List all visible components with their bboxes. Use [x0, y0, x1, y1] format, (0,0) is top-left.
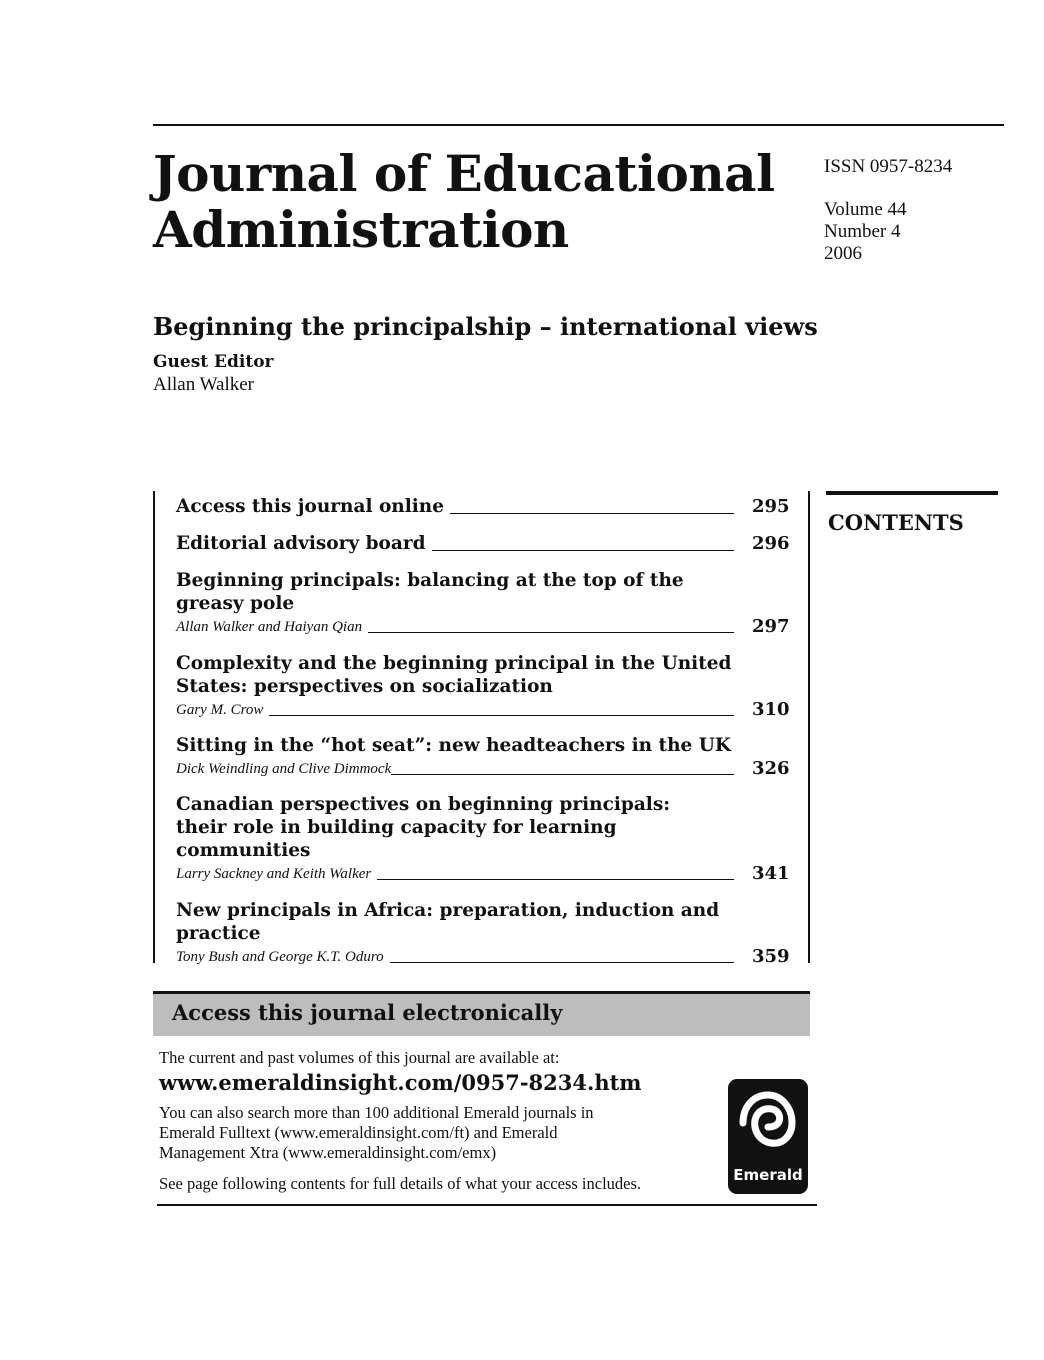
leader-line: [377, 879, 734, 880]
access-search-line-1: You can also search more than 100 additional Emerald journals in: [159, 1103, 594, 1122]
contents-label: CONTENTS: [828, 510, 964, 535]
emerald-logo: [728, 1079, 808, 1194]
toc-page-number: 295: [752, 496, 790, 517]
access-search-line-2: Emerald Fulltext (www.emeraldinsight.com/ft) and Emerald: [159, 1123, 558, 1142]
bottom-rule: [157, 1204, 817, 1206]
toc-entry-title: Editorial advisory board: [176, 533, 426, 554]
contents-rule: [826, 491, 998, 495]
leader-line: [368, 632, 734, 633]
toc-entry-article-3[interactable]: [176, 734, 788, 779]
toc-entry-title: Sitting in the “hot seat”: new headteachers in the UK: [176, 735, 731, 756]
toc-entry-authors: Allan Walker and Haiyan Qian: [176, 619, 363, 635]
year: 2006: [824, 243, 862, 264]
guest-editor-name: Allan Walker: [153, 374, 255, 395]
journal-title: Journal of Educational Administration: [153, 144, 775, 259]
emerald-logo-icon: [737, 1089, 799, 1159]
toc-entry-article-4[interactable]: [176, 793, 788, 884]
toc-entry-title: Complexity and the beginning principal in the United States: perspectives on socialization: [176, 653, 732, 697]
leader-line: [432, 550, 734, 551]
toc-entry-article-2[interactable]: [176, 652, 788, 720]
toc-entry-editorial-board[interactable]: [176, 532, 788, 555]
toc-entry-article-1[interactable]: [176, 569, 788, 637]
toc-page-number: 341: [752, 863, 790, 884]
toc-entry-title: New principals in Africa: preparation, induction and practice: [176, 900, 720, 944]
issue-theme: Beginning the principalship – international views: [153, 312, 818, 341]
toc-entry-title: Beginning principals: balancing at the top of the greasy pole: [176, 570, 684, 614]
toc-entry-authors: Gary M. Crow: [176, 702, 264, 718]
leader-line: [269, 715, 734, 716]
toc-entry-title: Canadian perspectives on beginning principals: their role in building capacity for learning communities: [176, 794, 671, 861]
leader-line: [390, 962, 734, 963]
leader-line: [391, 774, 734, 775]
top-rule: [153, 124, 1004, 126]
guest-editor-label: Guest Editor: [153, 352, 274, 372]
toc-entry-title: Access this journal online: [176, 496, 445, 517]
volume: Volume 44: [824, 199, 907, 220]
access-box-title: Access this journal electronically: [172, 1000, 563, 1025]
toc-page-number: 359: [752, 946, 790, 967]
toc-page-number: 326: [752, 758, 790, 779]
toc-page-number: 310: [752, 699, 790, 720]
toc-entry-authors: Dick Weindling and Clive Dimmock: [176, 761, 392, 777]
toc-entry-authors: Larry Sackney and Keith Walker: [176, 866, 372, 882]
access-note: See page following contents for full details of what your access includes.: [159, 1174, 642, 1193]
toc-left-rule: [153, 491, 155, 963]
toc-entry-article-5[interactable]: [176, 899, 788, 967]
journal-url-link[interactable]: www.emeraldinsight.com/0957-8234.htm: [159, 1070, 642, 1095]
toc-page-number: 296: [752, 533, 790, 554]
leader-line: [450, 513, 734, 514]
access-intro: The current and past volumes of this journal are available at:: [159, 1048, 560, 1067]
toc-page-number: 297: [752, 616, 790, 637]
issn: ISSN 0957-8234: [824, 156, 953, 177]
issue-number: Number 4: [824, 221, 901, 242]
toc-right-rule: [808, 491, 810, 963]
access-search-line-3: Management Xtra (www.emeraldinsight.com/emx): [159, 1143, 497, 1162]
toc-entry-authors: Tony Bush and George K.T. Oduro: [176, 949, 384, 965]
logo-word: Emerald: [733, 1166, 803, 1184]
volume-info: [824, 199, 907, 265]
toc-entry-access-online[interactable]: [176, 495, 788, 518]
